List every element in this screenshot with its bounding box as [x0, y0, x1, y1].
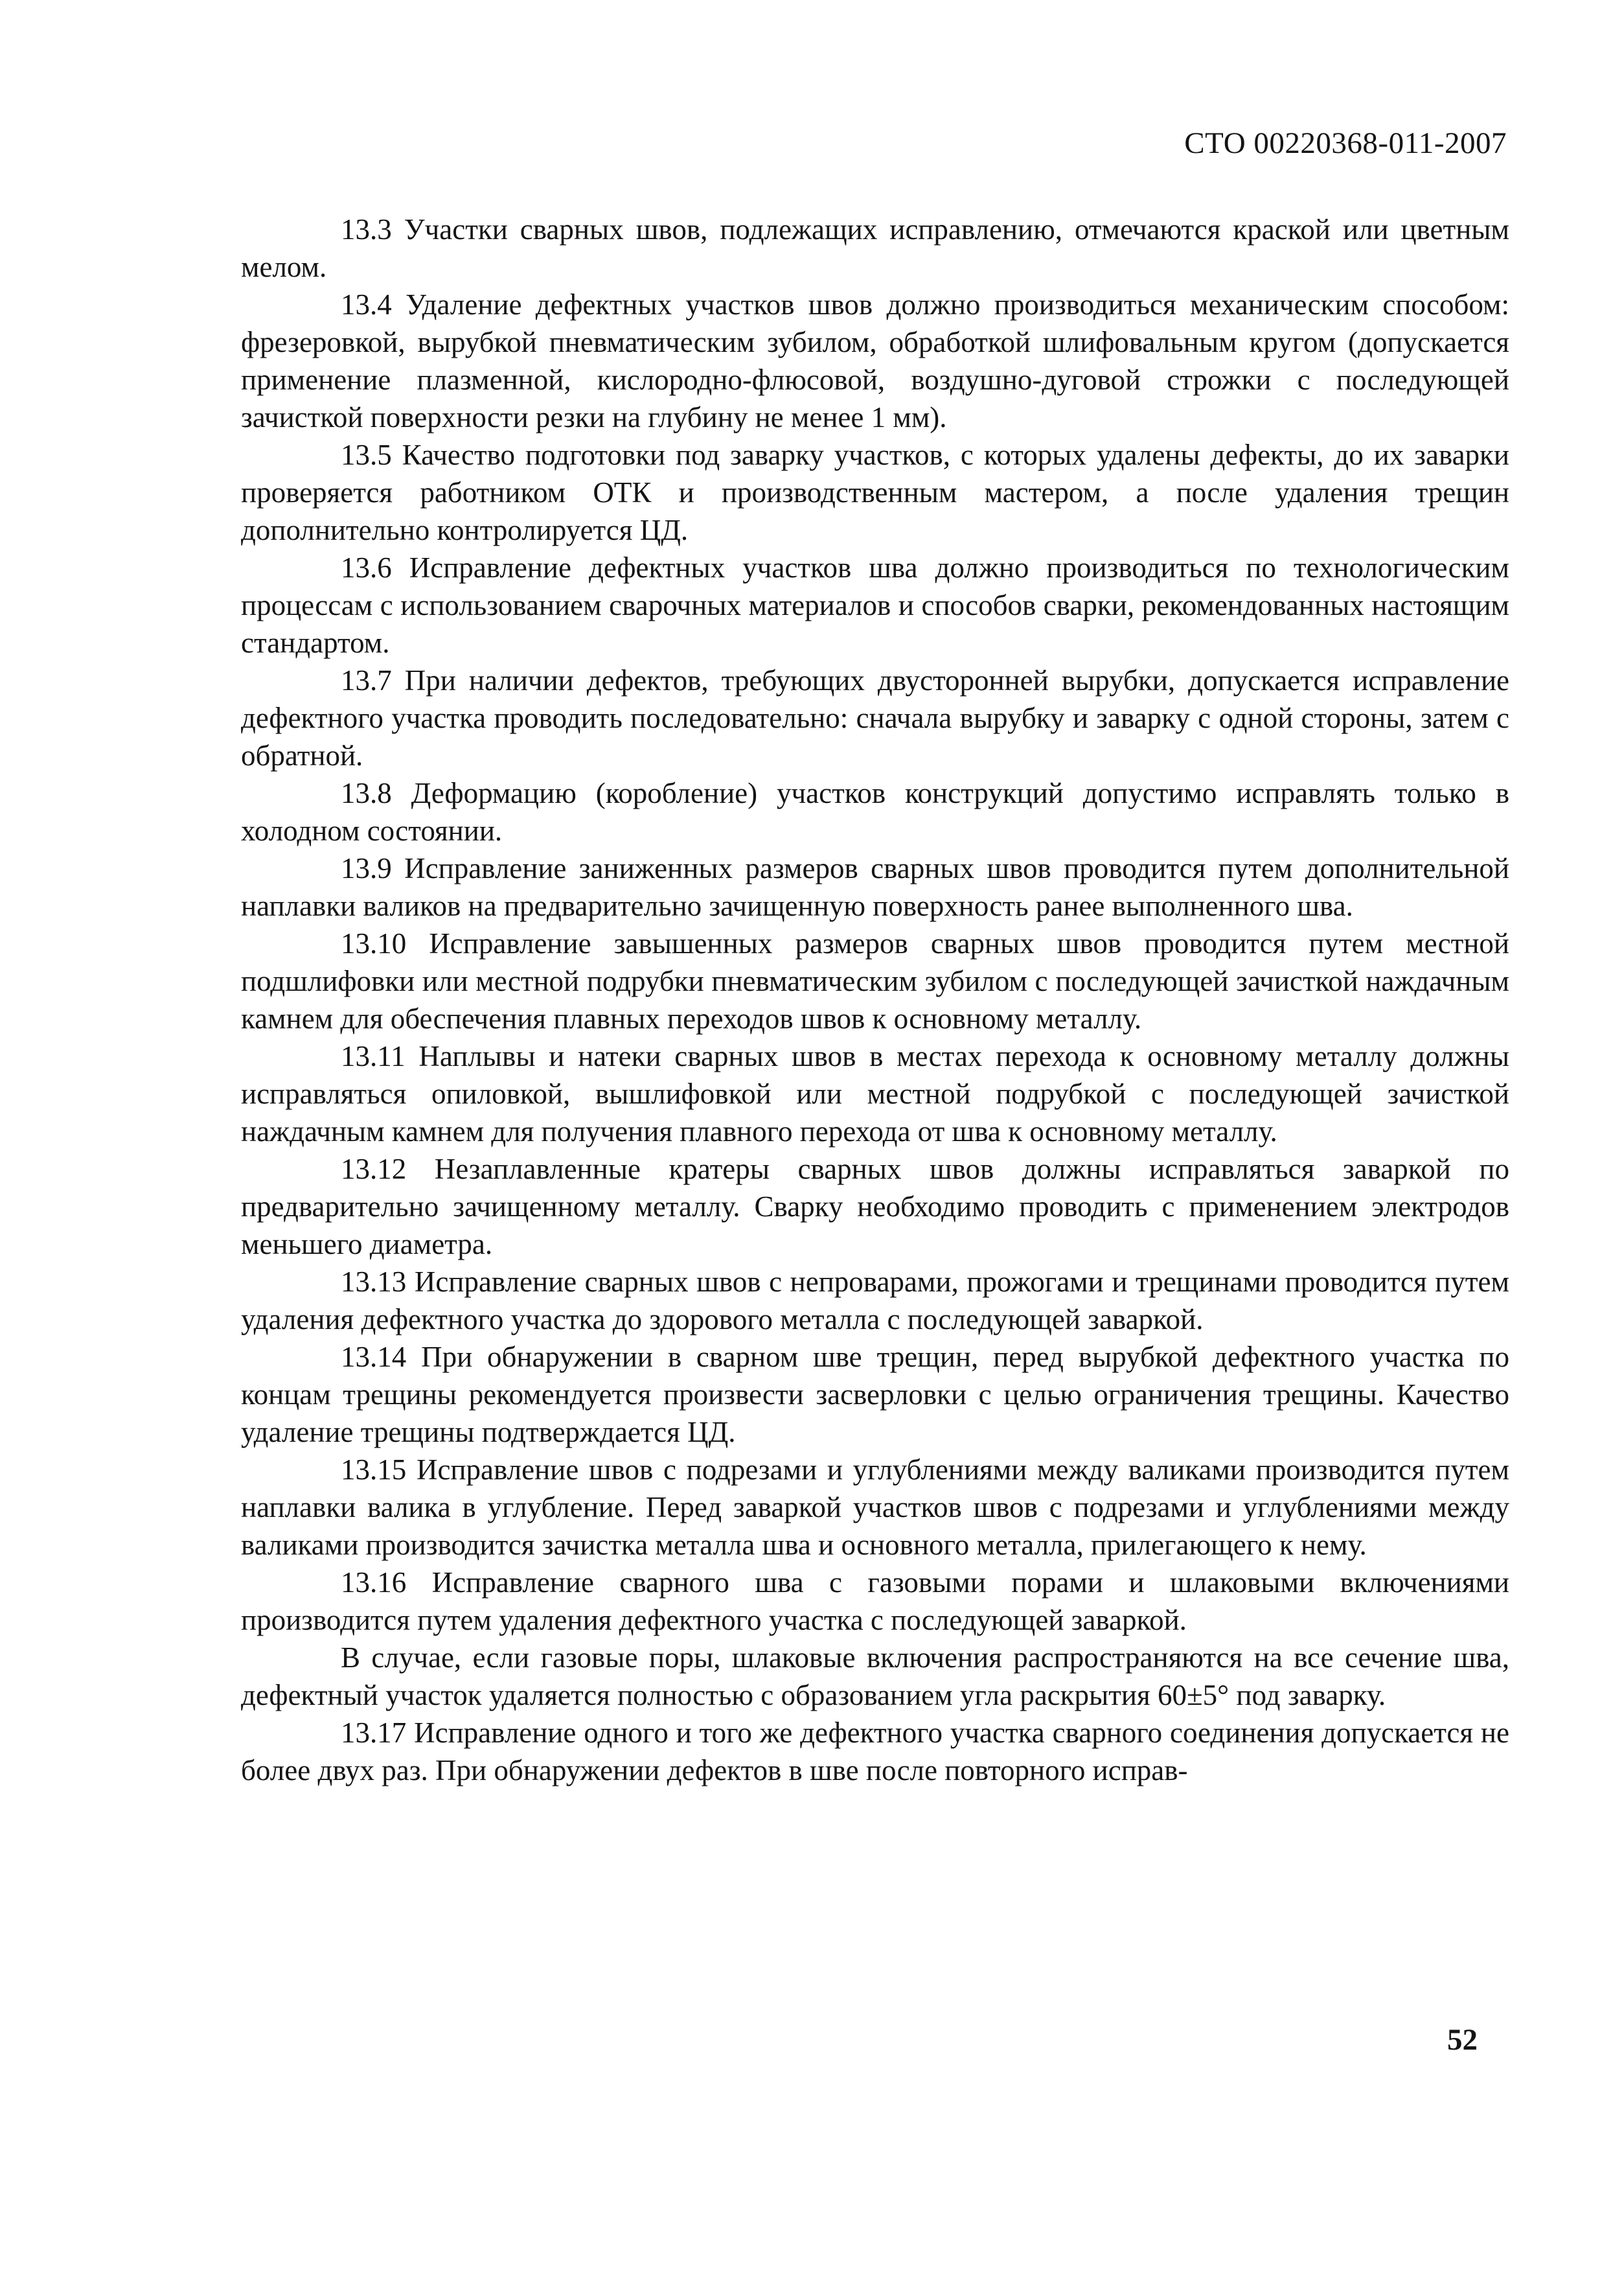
paragraph-13-7: 13.7 При наличии дефектов, требующих двусторонней вырубки, допускается исправление дефектного участка проводить последовательно: сначала вырубку и заварку с одной стороны, затем с обратной.	[241, 664, 1509, 772]
paragraph-13-5: 13.5 Качество подготовки под заварку участков, с которых удалены дефекты, до их заварки проверяется работником ОТК и производственным мастером, а после удаления трещин дополнительно контролируется ЦД.	[241, 439, 1509, 546]
document-code: СТО 00220368-011-2007	[1184, 126, 1507, 160]
paragraph-13-15: 13.15 Исправление швов с подрезами и углублениями между валиками производится путем наплавки валика в углубление. Перед заваркой участков швов с подрезами и углублениями между валиками производится зачистка металла шва и основного металла, прилегающего к нему.	[241, 1453, 1509, 1561]
paragraph-13-6: 13.6 Исправление дефектных участков шва должно производиться по технологическим процессам с использованием сварочных материалов и способов сварки, рекомендованных настоящим стандартом.	[241, 551, 1509, 659]
paragraph-13-16-note: В случае, если газовые поры, шлаковые включения распространяются на все сечение шва, дефектный участок удаляется полностью с образованием угла раскрытия 60±5° под заварку.	[241, 1641, 1509, 1711]
paragraph-13-11: 13.11 Наплывы и натеки сварных швов в местах перехода к основному металлу должны исправляться опиловкой, вышлифовкой или местной подрубкой с последующей зачисткой наждачным камнем для получения плавного перехода от шва к основному металлу.	[241, 1040, 1509, 1148]
paragraph-13-3: 13.3 Участки сварных швов, подлежащих исправлению, отмечаются краской или цветным мелом.	[241, 213, 1509, 283]
paragraph-13-4: 13.4 Удаление дефектных участков швов должно производиться механическим способом: фрезеровкой, вырубкой пневматическим зубилом, обработкой шлифовальным кругом (допускается применение плазменной, кислородно-флюсовой, воздушно-дуговой строжки с последующей зачисткой поверхности резки на глубину не менее 1 мм).	[241, 288, 1509, 433]
paragraph-13-12: 13.12 Незаплавленные кратеры сварных швов должны исправляться заваркой по предварительно зачищенному металлу. Сварку необходимо проводить с применением электродов меньшего диаметра.	[241, 1153, 1509, 1260]
paragraph-13-16: 13.16 Исправление сварного шва с газовыми порами и шлаковыми включениями производится путем удаления дефектного участка с последующей заваркой.	[241, 1566, 1509, 1636]
paragraph-13-14: 13.14 При обнаружении в сварном шве трещин, перед вырубкой дефектного участка по концам трещины рекомендуется произвести засверловки с целью ограничения трещины. Качество удаление трещины подтверждается ЦД.	[241, 1341, 1509, 1448]
paragraph-13-10: 13.10 Исправление завышенных размеров сварных швов проводится путем местной подшлифовки или местной подрубки пневматическим зубилом с последующей зачисткой наждачным камнем для обеспечения плавных переходов швов к основному металлу.	[241, 927, 1509, 1035]
paragraph-13-17: 13.17 Исправление одного и того же дефектного участка сварного соединения допускается не более двух раз. При обнаружении дефектов в шве после повторного исправ-	[241, 1716, 1509, 1786]
paragraph-13-9: 13.9 Исправление заниженных размеров сварных швов проводится путем дополнительной наплавки валиков на предварительно зачищенную поверхность ранее выполненного шва.	[241, 852, 1509, 922]
body-text	[241, 211, 1509, 1789]
paragraph-13-8: 13.8 Деформацию (коробление) участков конструкций допустимо исправлять только в холодном состоянии.	[241, 777, 1509, 847]
paragraph-13-13: 13.13 Исправление сварных швов с непроварами, прожогами и трещинами проводится путем удаления дефектного участка до здорового металла с последующей заваркой.	[241, 1266, 1509, 1335]
page-number: 52	[1447, 2023, 1478, 2057]
